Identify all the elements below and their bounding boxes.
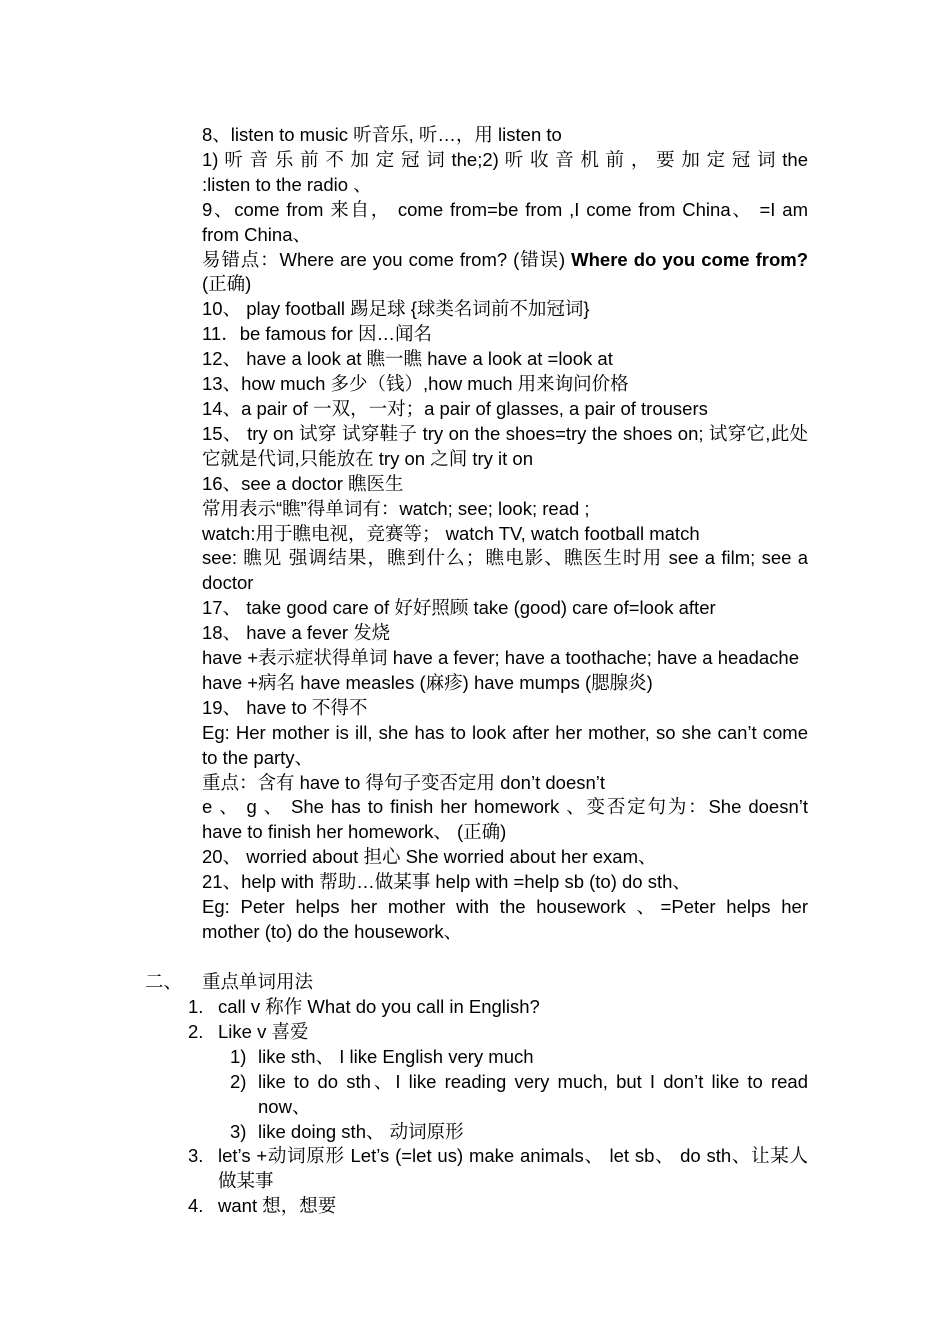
item-text: like to do sth、I like reading very much, but I don’t like to read now、: [258, 1070, 808, 1117]
section-number: 二、: [145, 971, 183, 992]
note-line: 20、 worried about 担心 She worried about her exam、: [202, 846, 657, 868]
note-line: 14、a pair of 一双，一对；a pair of glasses, a pair of trousers: [202, 397, 708, 419]
list-item: [188, 995, 808, 1020]
item-number: 3.: [188, 1145, 204, 1167]
item-number: 2): [230, 1070, 247, 1092]
note-line: Eg: Peter helps her mother with the housework 、=Peter helps her mother (to) do the housework、: [202, 896, 808, 942]
note-line: 18、 have a fever 发烧: [202, 622, 391, 644]
item-number: 4.: [188, 1195, 204, 1217]
note-line: 重点：含有 have to 得句子变否定用 don’t doesn’t: [202, 771, 606, 793]
item-text: like sth、 I like English very much: [258, 1045, 534, 1067]
note-line: watch:用于瞧电视，竞赛等； watch TV, watch football match: [202, 522, 700, 544]
note-line: 11．be famous for 因…闻名: [202, 323, 432, 345]
item-number: 2.: [188, 1020, 204, 1042]
note-line: 12、 have a look at 瞧一瞧 have a look at =look at: [202, 348, 613, 370]
section-heading: [145, 970, 313, 995]
note-line: have +表示症状得单词 have a fever; have a toothache; have a headache: [202, 647, 799, 669]
note-line: see: 瞧见 强调结果，瞧到什么；瞧电影、瞧医生时用 see a film; see a doctor: [202, 547, 808, 594]
list-item: [188, 1020, 808, 1045]
note-line: 10、 play football 踢足球 {球类名词前不加冠词}: [202, 298, 590, 320]
item-number: 1): [230, 1045, 247, 1067]
list-item: [188, 1194, 808, 1219]
item-text: call v 称作 What do you call in English?: [218, 996, 540, 1017]
note-line: 8、listen to music 听音乐, 听…，用 listen to: [202, 124, 562, 145]
item-text: let’s +动词原形 Let’s (=let us) make animals、 let sb、 do sth、让某人做某事: [218, 1145, 808, 1192]
note-line: 1) 听 音 乐 前 不 加 定 冠 词 the;2) 听 收 音 机 前 ， 要 加 定 冠 词 the :listen to the radio 、: [202, 148, 808, 195]
note-line: [202, 248, 808, 298]
notes-body: [202, 123, 808, 945]
sub-list-item: [188, 1070, 808, 1120]
list-item: [188, 1144, 808, 1194]
note-line: 17、 take good care of 好好照顾 take (good) care of=look after: [202, 597, 716, 619]
note-text: (正确): [202, 273, 252, 295]
item-text: Like v 喜爱: [218, 1020, 309, 1042]
note-line: 19、 have to 不得不: [202, 696, 368, 718]
note-line: have +病名 have measles (麻疹) have mumps (腮腺炎): [202, 671, 653, 693]
note-line: Eg: Her mother is ill, she has to look after her mother, so she can’t come to the party、: [202, 721, 808, 768]
note-bold-text: Where do you come from?: [571, 248, 808, 270]
vocab-list: [188, 995, 808, 1219]
item-number: 1.: [188, 996, 204, 1017]
note-line: 9、come from 来自， come from=be from ,I come from China、 =I am from China、: [202, 198, 808, 245]
sub-list-item: [188, 1045, 808, 1070]
note-line: 16、see a doctor 瞧医生: [202, 472, 404, 494]
note-line: e 、 g 、 She has to finish her homework 、变否定句为：She doesn’t have to finish her homework、 (正确): [202, 796, 808, 843]
note-line: 15、 try on 试穿 试穿鞋子 try on the shoes=try the shoes on; 试穿它,此处它就是代词,只能放在 try on 之间 try it on: [202, 422, 808, 469]
item-text: want 想，想要: [218, 1195, 337, 1217]
note-line: 13、how much 多少（钱）,how much 用来询问价格: [202, 373, 629, 395]
note-line: 21、help with 帮助…做某事 help with =help sb (to) do sth、: [202, 871, 691, 893]
sub-list-item: [188, 1120, 808, 1145]
item-text: like doing sth、 动词原形: [258, 1120, 464, 1142]
note-text: 易错点：Where are you come from? (错误): [202, 248, 572, 270]
section-title: 重点单词用法: [202, 971, 314, 992]
item-number: 3): [230, 1120, 247, 1142]
note-line: 常用表示“瞧”得单词有：watch; see; look; read ;: [202, 497, 590, 519]
